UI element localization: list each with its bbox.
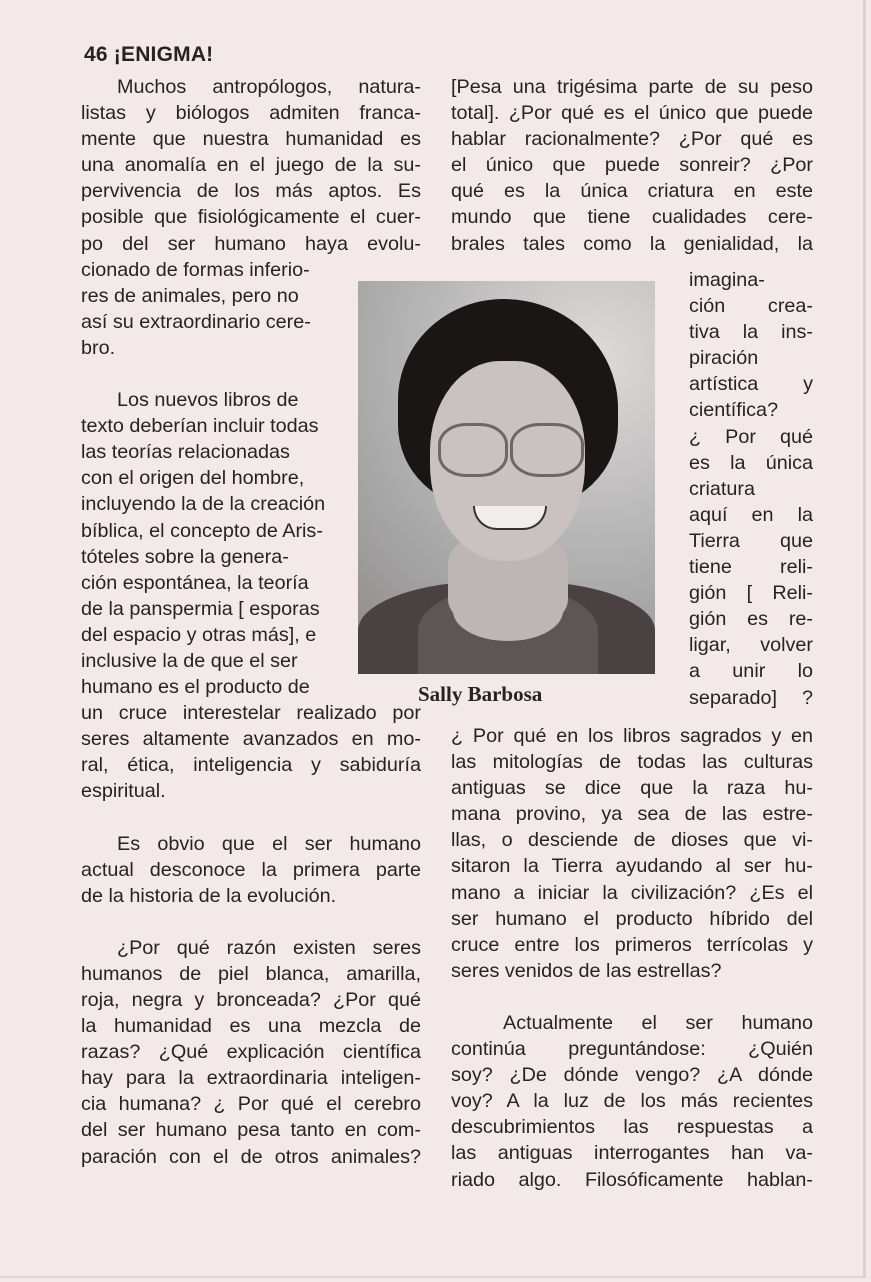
text-line: artística y [689, 373, 813, 396]
photo-neckline [453, 581, 563, 641]
text-line: cionado de formas inferio- [81, 258, 310, 281]
right-column-narrow [689, 267, 813, 711]
text-line: [Pesa una trigésima parte de su peso [451, 76, 813, 98]
text-line: con el origen del hombre, [81, 467, 305, 490]
text-line: ción espontánea, la teoría [81, 571, 309, 594]
text-line: las mitologías de todas las culturas [451, 751, 813, 774]
text-line: del ser humano pesa tanto en com- [81, 1119, 421, 1142]
paragraph-gap [451, 984, 813, 1010]
text-line: la humanidad es una mezcla de [81, 1015, 421, 1038]
text-line: de la panspermia [ esporas [81, 597, 320, 620]
text-line: bíblica, el concepto de Aris- [81, 519, 323, 542]
text-line: las teorías relacionadas [81, 441, 290, 464]
text-line: del espacio y otras más], e [81, 623, 317, 646]
text-line: listas y biólogos admiten franca- [81, 102, 421, 125]
text-line: voy? A la luz de los más recientes [451, 1090, 813, 1113]
text-line: mente que nuestra humanidad es [81, 128, 421, 151]
text-line: ser humano el producto híbrido del [451, 907, 813, 930]
text-line: Es obvio que el ser humano [117, 832, 421, 855]
text-line: riado algo. Filosóficamente hablan- [451, 1168, 813, 1191]
photo-caption: Sally Barbosa [418, 682, 543, 706]
text-line: hay para la extraordinaria inteligen- [81, 1067, 421, 1090]
text-line: po del ser humano haya evolu- [81, 232, 421, 255]
text-line: ¿Por qué razón existen seres [117, 936, 421, 959]
text-line: posible que fisiológicamente el cuer- [81, 206, 421, 229]
text-line: de la historia de la evolución. [81, 884, 337, 907]
text-line: gión es re- [689, 608, 813, 631]
text-line: Tierra que [689, 529, 813, 552]
text-line: ral, ética, inteligencia y sabiduría [81, 754, 421, 777]
text-line: tiva la ins- [689, 321, 813, 344]
text-line: Los nuevos libros de [117, 389, 299, 412]
text-line: sitaron la Tierra ayudando al ser hu- [451, 855, 813, 878]
text-line: espiritual. [81, 780, 166, 803]
text-line: cruce entre los primeros terrícolas y [451, 933, 813, 956]
text-line: actual desconoce la primera parte [81, 858, 421, 881]
text-line: continúa preguntándose: ¿Quién [451, 1038, 813, 1061]
text-line: antiguas se dice que la raza hu- [451, 777, 813, 800]
paragraph-gap [81, 909, 421, 935]
page-header: 46 ¡ENIGMA! [84, 43, 214, 66]
text-line: seres altamente avanzados en mo- [81, 728, 421, 751]
text-line: es la única [689, 451, 813, 474]
right-column-top [451, 74, 813, 257]
text-line: mano a iniciar la civilización? ¿Es el [451, 881, 813, 904]
text-line: así su extraordinario cere- [81, 310, 311, 333]
text-line: mana provino, ya sea de las estre- [451, 803, 813, 826]
text-line: aquí en la [689, 503, 813, 526]
text-line: una anomalía en el juego de la su- [81, 154, 421, 177]
text-line: gión [ Reli- [689, 582, 813, 605]
text-line: ción crea- [689, 295, 813, 318]
text-line: paración con el de otros animales? [81, 1145, 421, 1168]
text-line: humano es el producto de [81, 676, 310, 699]
text-line: inclusive la de que el ser [81, 649, 298, 672]
text-line: Actualmente el ser humano [503, 1011, 813, 1034]
text-line: tóteles sobre la genera- [81, 545, 289, 568]
text-line: cia humana? ¿ Por qué el cerebro [81, 1093, 421, 1116]
text-line: imagina- [689, 269, 765, 291]
text-line: descubrimientos las respuestas a [451, 1116, 813, 1139]
text-line: científica? [689, 399, 779, 422]
text-line: humanos de piel blanca, amarilla, [81, 962, 421, 985]
text-line: mundo que tiene cualidades cere- [451, 206, 813, 229]
text-line: roja, negra y bronceada? ¿Por qué [81, 989, 421, 1011]
text-line: el único que puede sonreir? ¿Por [451, 154, 813, 177]
text-line: bro. [81, 336, 116, 359]
text-line: separado] ? [689, 686, 813, 709]
text-line: ¿ Por qué [689, 425, 813, 448]
text-line: soy? ¿De dónde vengo? ¿A dónde [451, 1064, 813, 1087]
text-line: razas? ¿Qué explicación científica [81, 1041, 421, 1064]
portrait-photo [358, 281, 655, 674]
photo-glasses-left [438, 423, 508, 477]
right-column-bottom [451, 723, 813, 1193]
photo-glasses-right [510, 423, 584, 477]
text-line: ligar, volver [689, 634, 813, 657]
text-line: res de animales, pero no [81, 284, 299, 307]
text-line: incluyendo la de la creación [81, 493, 326, 516]
text-line: llas, o desciende de dioses que vi- [451, 829, 813, 852]
text-line: qué es la única criatura en este [451, 180, 813, 203]
text-line: criatura [689, 477, 755, 500]
text-line: las antiguas interrogantes han va- [451, 1142, 813, 1165]
text-line: tiene reli- [689, 556, 813, 579]
text-line: pervivencia de los más aptos. Es [81, 180, 421, 203]
text-line: hablar racionalmente? ¿Por qué es [451, 128, 813, 151]
text-line: un cruce interestelar realizado por [81, 702, 421, 725]
text-line: ¿ Por qué en los libros sagrados y en [451, 725, 813, 747]
text-line: a unir lo [689, 660, 813, 683]
paragraph-gap [81, 805, 421, 831]
text-line: brales tales como la genialidad, la [451, 232, 813, 255]
text-line: texto deberían incluir todas [81, 415, 319, 438]
text-line: total]. ¿Por qué es el único que puede [451, 102, 813, 125]
text-line: seres venidos de las estrellas? [451, 959, 722, 982]
text-line: Muchos antropólogos, natura- [117, 76, 421, 98]
text-line: piración [689, 347, 759, 370]
